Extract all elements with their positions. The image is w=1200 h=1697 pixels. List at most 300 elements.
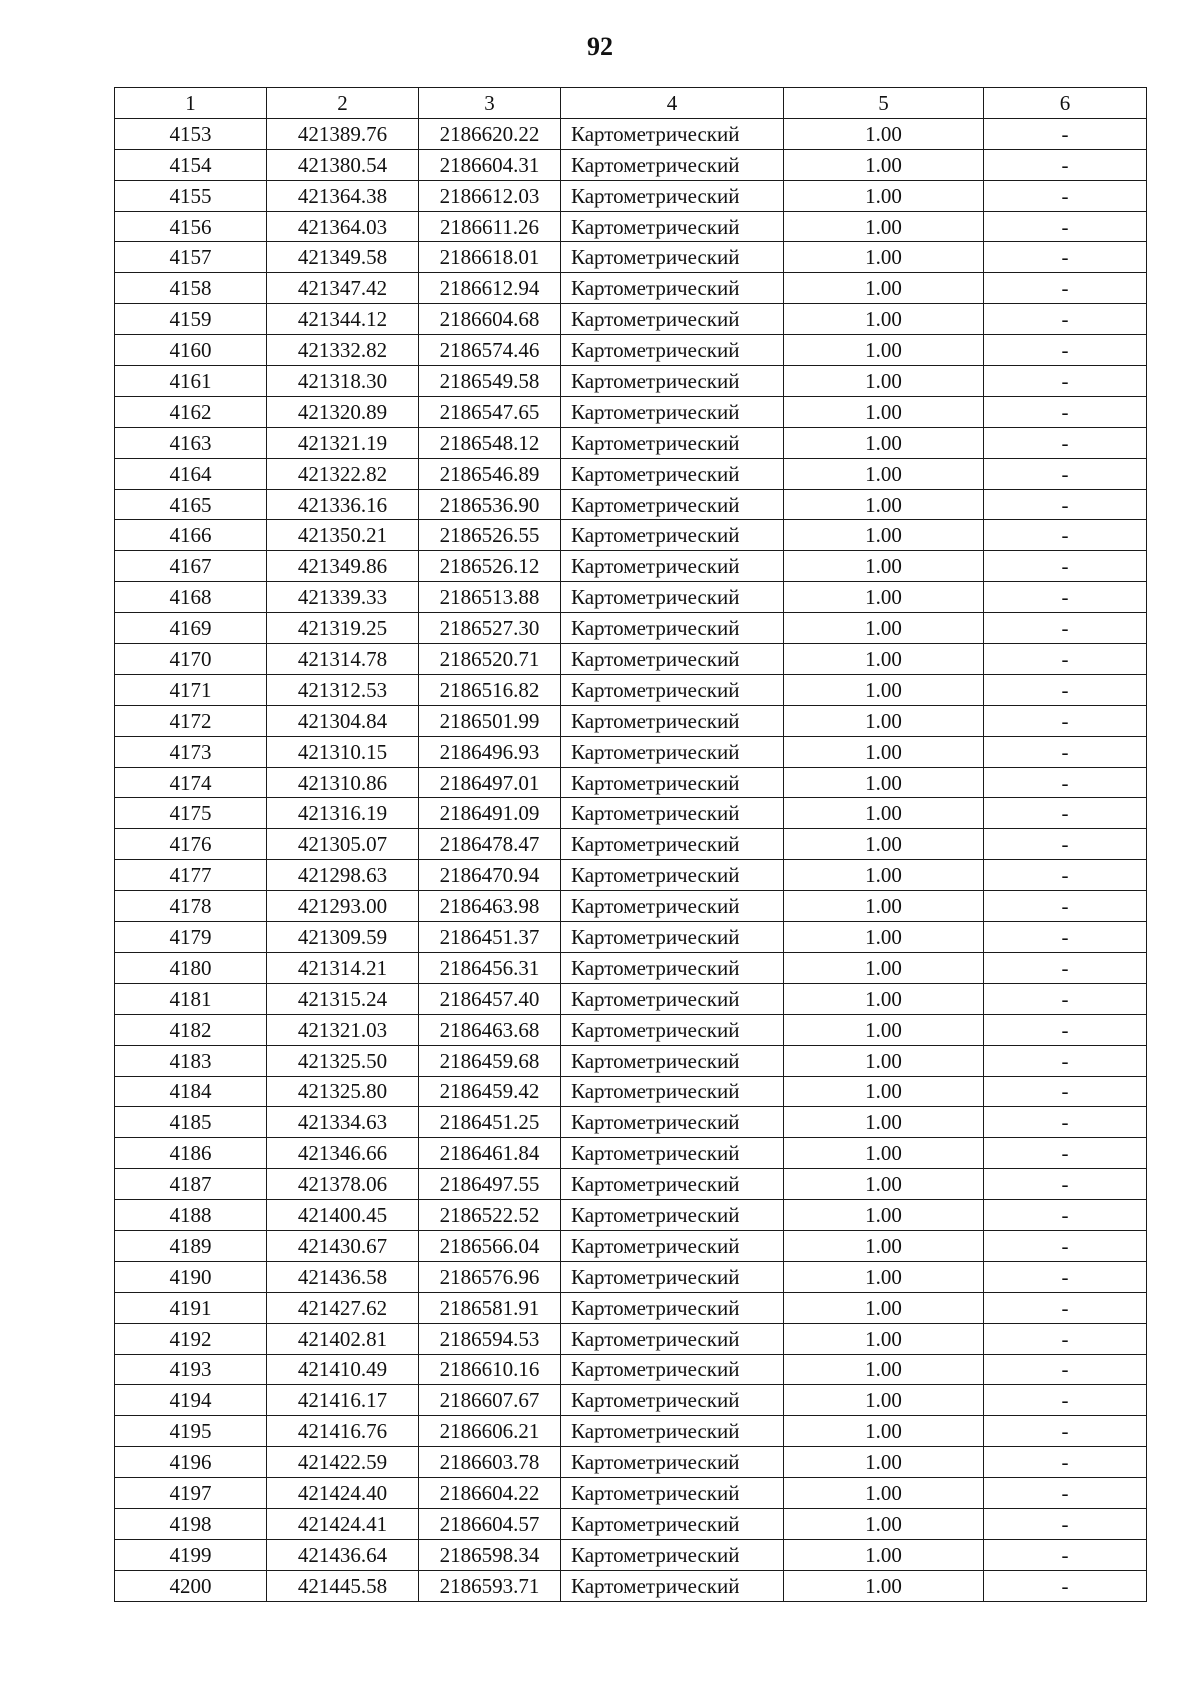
table-cell: 1.00 xyxy=(784,922,984,953)
table-cell: 421346.66 xyxy=(267,1138,419,1169)
table-cell: - xyxy=(984,366,1147,397)
table-cell: - xyxy=(984,582,1147,613)
table-row xyxy=(115,952,1147,983)
table-cell: 2186478.47 xyxy=(419,829,561,860)
table-row xyxy=(115,1539,1147,1570)
table-cell: 421430.67 xyxy=(267,1230,419,1261)
table-cell: 421325.80 xyxy=(267,1076,419,1107)
table-cell: 421309.59 xyxy=(267,922,419,953)
table-cell: 421344.12 xyxy=(267,304,419,335)
table-cell: 4196 xyxy=(115,1447,267,1478)
table-cell: 421347.42 xyxy=(267,273,419,304)
table-cell: 2186618.01 xyxy=(419,242,561,273)
table-cell: 421321.03 xyxy=(267,1014,419,1045)
table-cell: 421349.86 xyxy=(267,551,419,582)
table-row xyxy=(115,458,1147,489)
table-cell: - xyxy=(984,335,1147,366)
table-cell: 4192 xyxy=(115,1323,267,1354)
table-cell: 2186604.68 xyxy=(419,304,561,335)
table-cell: 1.00 xyxy=(784,1508,984,1539)
table-cell: 421427.62 xyxy=(267,1292,419,1323)
table-cell: - xyxy=(984,1508,1147,1539)
table-cell: 4180 xyxy=(115,952,267,983)
table-cell: 2186527.30 xyxy=(419,613,561,644)
table-cell: Картометрический xyxy=(561,335,784,366)
table-cell: 1.00 xyxy=(784,1385,984,1416)
table-cell: 4182 xyxy=(115,1014,267,1045)
table-cell: 2186461.84 xyxy=(419,1138,561,1169)
table-row xyxy=(115,396,1147,427)
table-cell: Картометрический xyxy=(561,1230,784,1261)
table-cell: Картометрический xyxy=(561,1385,784,1416)
table-cell: 1.00 xyxy=(784,582,984,613)
table-cell: 2186581.91 xyxy=(419,1292,561,1323)
table-row xyxy=(115,520,1147,551)
table-cell: - xyxy=(984,1076,1147,1107)
table-cell: - xyxy=(984,829,1147,860)
table-cell: 421293.00 xyxy=(267,891,419,922)
table-cell: - xyxy=(984,427,1147,458)
table-cell: Картометрический xyxy=(561,829,784,860)
table-cell: 4165 xyxy=(115,489,267,520)
table-row xyxy=(115,1014,1147,1045)
table-row xyxy=(115,644,1147,675)
table-cell: 2186526.12 xyxy=(419,551,561,582)
table-row xyxy=(115,242,1147,273)
table-cell: - xyxy=(984,1478,1147,1509)
table-row xyxy=(115,1570,1147,1601)
table-cell: 1.00 xyxy=(784,304,984,335)
table-cell: - xyxy=(984,520,1147,551)
table-cell: - xyxy=(984,180,1147,211)
table-cell: - xyxy=(984,211,1147,242)
table-cell: 421410.49 xyxy=(267,1354,419,1385)
table-cell: Картометрический xyxy=(561,922,784,953)
table-cell: 1.00 xyxy=(784,952,984,983)
table-cell: 1.00 xyxy=(784,1570,984,1601)
table-cell: 4156 xyxy=(115,211,267,242)
table-row xyxy=(115,118,1147,149)
table-cell: 2186516.82 xyxy=(419,674,561,705)
table-cell: 2186604.22 xyxy=(419,1478,561,1509)
table-cell: Картометрический xyxy=(561,582,784,613)
table-cell: Картометрический xyxy=(561,1354,784,1385)
table-cell: 421436.58 xyxy=(267,1261,419,1292)
table-cell: 4181 xyxy=(115,983,267,1014)
table-cell: 2186548.12 xyxy=(419,427,561,458)
table-cell: Картометрический xyxy=(561,427,784,458)
table-cell: 1.00 xyxy=(784,1230,984,1261)
table-cell: 421364.03 xyxy=(267,211,419,242)
table-cell: 1.00 xyxy=(784,180,984,211)
table-cell: 1.00 xyxy=(784,211,984,242)
table-cell: 4198 xyxy=(115,1508,267,1539)
table-cell: 1.00 xyxy=(784,335,984,366)
table-cell: - xyxy=(984,1014,1147,1045)
table-cell: 421378.06 xyxy=(267,1169,419,1200)
table-cell: 421304.84 xyxy=(267,705,419,736)
table-cell: 2186566.04 xyxy=(419,1230,561,1261)
table-cell: 4171 xyxy=(115,674,267,705)
table-row xyxy=(115,1323,1147,1354)
table-cell: 4185 xyxy=(115,1107,267,1138)
table-row xyxy=(115,180,1147,211)
table-cell: 2186497.01 xyxy=(419,767,561,798)
table-cell: - xyxy=(984,674,1147,705)
table-cell: 1.00 xyxy=(784,1447,984,1478)
table-row xyxy=(115,1076,1147,1107)
table-cell: Картометрический xyxy=(561,705,784,736)
table-cell: 2186611.26 xyxy=(419,211,561,242)
table-cell: Картометрический xyxy=(561,1076,784,1107)
table-cell: 2186451.25 xyxy=(419,1107,561,1138)
table-cell: 1.00 xyxy=(784,736,984,767)
table-cell: 421339.33 xyxy=(267,582,419,613)
table-cell: 421424.41 xyxy=(267,1508,419,1539)
table-cell: - xyxy=(984,922,1147,953)
table-cell: 421380.54 xyxy=(267,149,419,180)
table-cell: 1.00 xyxy=(784,798,984,829)
table-cell: 421318.30 xyxy=(267,366,419,397)
table-cell: 4173 xyxy=(115,736,267,767)
table-cell: 4188 xyxy=(115,1200,267,1231)
table-cell: 4155 xyxy=(115,180,267,211)
table-cell: 2186459.42 xyxy=(419,1076,561,1107)
table-cell: 1.00 xyxy=(784,767,984,798)
table-row xyxy=(115,1045,1147,1076)
column-header: 1 xyxy=(115,88,267,119)
table-cell: - xyxy=(984,1261,1147,1292)
table-row xyxy=(115,922,1147,953)
table-cell: 4179 xyxy=(115,922,267,953)
table-cell: 4166 xyxy=(115,520,267,551)
table-cell: 1.00 xyxy=(784,1478,984,1509)
table-cell: 1.00 xyxy=(784,705,984,736)
table-cell: 421349.58 xyxy=(267,242,419,273)
table-cell: 1.00 xyxy=(784,1416,984,1447)
table-cell: 2186491.09 xyxy=(419,798,561,829)
table-cell: - xyxy=(984,149,1147,180)
table-cell: - xyxy=(984,118,1147,149)
table-cell: 1.00 xyxy=(784,242,984,273)
table-row xyxy=(115,1261,1147,1292)
table-cell: - xyxy=(984,1385,1147,1416)
table-cell: 2186576.96 xyxy=(419,1261,561,1292)
table-cell: 421315.24 xyxy=(267,983,419,1014)
table-cell: 1.00 xyxy=(784,1323,984,1354)
coordinates-table xyxy=(114,87,1147,1602)
column-header: 5 xyxy=(784,88,984,119)
table-cell: 1.00 xyxy=(784,551,984,582)
table-cell: Картометрический xyxy=(561,149,784,180)
table-cell: 4194 xyxy=(115,1385,267,1416)
table-cell: - xyxy=(984,1354,1147,1385)
table-cell: 2186451.37 xyxy=(419,922,561,953)
table-cell: 1.00 xyxy=(784,644,984,675)
table-cell: 421305.07 xyxy=(267,829,419,860)
table-cell: 1.00 xyxy=(784,273,984,304)
table-cell: 2186456.31 xyxy=(419,952,561,983)
table-cell: 1.00 xyxy=(784,1539,984,1570)
table-cell: 1.00 xyxy=(784,829,984,860)
table-cell: 1.00 xyxy=(784,1107,984,1138)
table-cell: - xyxy=(984,705,1147,736)
table-cell: 4187 xyxy=(115,1169,267,1200)
table-cell: 421319.25 xyxy=(267,613,419,644)
table-cell: 1.00 xyxy=(784,674,984,705)
table-row xyxy=(115,736,1147,767)
table-cell: 421389.76 xyxy=(267,118,419,149)
table-cell: Картометрический xyxy=(561,489,784,520)
table-cell: - xyxy=(984,1292,1147,1323)
table-cell: - xyxy=(984,1230,1147,1261)
table-row xyxy=(115,273,1147,304)
table-cell: Картометрический xyxy=(561,1508,784,1539)
table-cell: 1.00 xyxy=(784,1076,984,1107)
table-row xyxy=(115,427,1147,458)
table-cell: 1.00 xyxy=(784,1200,984,1231)
table-cell: - xyxy=(984,952,1147,983)
table-cell: 2186607.67 xyxy=(419,1385,561,1416)
table-cell: Картометрический xyxy=(561,396,784,427)
table-cell: Картометрический xyxy=(561,1478,784,1509)
table-cell: 4154 xyxy=(115,149,267,180)
table-cell: 1.00 xyxy=(784,1169,984,1200)
table-cell: Картометрический xyxy=(561,613,784,644)
table-cell: 2186536.90 xyxy=(419,489,561,520)
table-cell: 421400.45 xyxy=(267,1200,419,1231)
table-cell: 421310.86 xyxy=(267,767,419,798)
table-cell: 421436.64 xyxy=(267,1539,419,1570)
table-cell: 421416.76 xyxy=(267,1416,419,1447)
table-cell: 4157 xyxy=(115,242,267,273)
table-cell: 1.00 xyxy=(784,396,984,427)
table-row xyxy=(115,1169,1147,1200)
table-row xyxy=(115,551,1147,582)
table-cell: 4175 xyxy=(115,798,267,829)
table-cell: 4183 xyxy=(115,1045,267,1076)
table-cell: 1.00 xyxy=(784,520,984,551)
table-cell: 4170 xyxy=(115,644,267,675)
table-cell: Картометрический xyxy=(561,736,784,767)
column-header: 2 xyxy=(267,88,419,119)
table-cell: 2186457.40 xyxy=(419,983,561,1014)
table-cell: 421314.78 xyxy=(267,644,419,675)
table-cell: 4160 xyxy=(115,335,267,366)
table-cell: 421322.82 xyxy=(267,458,419,489)
table-cell: 4167 xyxy=(115,551,267,582)
table-cell: 2186612.03 xyxy=(419,180,561,211)
table-cell: 2186520.71 xyxy=(419,644,561,675)
table-row xyxy=(115,1478,1147,1509)
table-cell: 4162 xyxy=(115,396,267,427)
table-cell: - xyxy=(984,1169,1147,1200)
table-cell: 4163 xyxy=(115,427,267,458)
table-cell: 4176 xyxy=(115,829,267,860)
table-cell: 1.00 xyxy=(784,983,984,1014)
table-cell: 4153 xyxy=(115,118,267,149)
table-row xyxy=(115,149,1147,180)
table-cell: 421320.89 xyxy=(267,396,419,427)
table-cell: - xyxy=(984,1416,1147,1447)
table-cell: 1.00 xyxy=(784,458,984,489)
table-cell: Картометрический xyxy=(561,1107,784,1138)
table-cell: Картометрический xyxy=(561,118,784,149)
table-cell: Картометрический xyxy=(561,674,784,705)
table-cell: 421402.81 xyxy=(267,1323,419,1354)
table-cell: 2186463.98 xyxy=(419,891,561,922)
table-cell: Картометрический xyxy=(561,767,784,798)
table-cell: Картометрический xyxy=(561,273,784,304)
table-cell: 4197 xyxy=(115,1478,267,1509)
table-cell: - xyxy=(984,860,1147,891)
table-cell: Картометрический xyxy=(561,1200,784,1231)
table-cell: 4191 xyxy=(115,1292,267,1323)
table-cell: - xyxy=(984,767,1147,798)
table-row xyxy=(115,1200,1147,1231)
table-cell: 1.00 xyxy=(784,1138,984,1169)
table-cell: - xyxy=(984,983,1147,1014)
table-cell: - xyxy=(984,304,1147,335)
table-cell: 1.00 xyxy=(784,1354,984,1385)
table-row xyxy=(115,489,1147,520)
table-cell: 1.00 xyxy=(784,118,984,149)
table-row xyxy=(115,582,1147,613)
table-cell: 421312.53 xyxy=(267,674,419,705)
table-cell: Картометрический xyxy=(561,520,784,551)
table-cell: Картометрический xyxy=(561,180,784,211)
table-cell: 2186547.65 xyxy=(419,396,561,427)
table-cell: 4184 xyxy=(115,1076,267,1107)
table-cell: - xyxy=(984,489,1147,520)
table-cell: 1.00 xyxy=(784,613,984,644)
table-cell: 1.00 xyxy=(784,891,984,922)
table-cell: Картометрический xyxy=(561,644,784,675)
table-cell: Картометрический xyxy=(561,458,784,489)
table-cell: 2186526.55 xyxy=(419,520,561,551)
column-header: 4 xyxy=(561,88,784,119)
table-cell: 421321.19 xyxy=(267,427,419,458)
table-row xyxy=(115,1230,1147,1261)
table-cell: - xyxy=(984,1539,1147,1570)
table-cell: 421422.59 xyxy=(267,1447,419,1478)
table-cell: Картометрический xyxy=(561,1014,784,1045)
table-cell: 2186598.34 xyxy=(419,1539,561,1570)
table-cell: 2186549.58 xyxy=(419,366,561,397)
table-cell: 4189 xyxy=(115,1230,267,1261)
table-cell: Картометрический xyxy=(561,211,784,242)
table-cell: 1.00 xyxy=(784,1292,984,1323)
table-row xyxy=(115,304,1147,335)
table-cell: 2186513.88 xyxy=(419,582,561,613)
table-row xyxy=(115,829,1147,860)
table-cell: 1.00 xyxy=(784,489,984,520)
table-cell: 4158 xyxy=(115,273,267,304)
table-row xyxy=(115,1508,1147,1539)
table-cell: Картометрический xyxy=(561,891,784,922)
table-cell: 4159 xyxy=(115,304,267,335)
table-cell: 4195 xyxy=(115,1416,267,1447)
table-cell: 421364.38 xyxy=(267,180,419,211)
table-cell: Картометрический xyxy=(561,983,784,1014)
table-cell: 421310.15 xyxy=(267,736,419,767)
table-cell: 1.00 xyxy=(784,427,984,458)
table-cell: 4172 xyxy=(115,705,267,736)
table-cell: 2186463.68 xyxy=(419,1014,561,1045)
page-number: 92 xyxy=(587,32,613,61)
table-cell: 2186594.53 xyxy=(419,1323,561,1354)
table-cell: 4199 xyxy=(115,1539,267,1570)
table-cell: 1.00 xyxy=(784,860,984,891)
table-row xyxy=(115,1354,1147,1385)
table-cell: Картометрический xyxy=(561,242,784,273)
table-cell: 2186470.94 xyxy=(419,860,561,891)
table-cell: 4161 xyxy=(115,366,267,397)
table-cell: Картометрический xyxy=(561,1138,784,1169)
table-cell: 4177 xyxy=(115,860,267,891)
table-row xyxy=(115,366,1147,397)
table-row xyxy=(115,1416,1147,1447)
table-row xyxy=(115,1138,1147,1169)
table-cell: 2186610.16 xyxy=(419,1354,561,1385)
table-cell: Картометрический xyxy=(561,366,784,397)
table-cell: 421332.82 xyxy=(267,335,419,366)
table-cell: 2186604.57 xyxy=(419,1508,561,1539)
table-cell: - xyxy=(984,613,1147,644)
table-cell: 2186604.31 xyxy=(419,149,561,180)
table-cell: Картометрический xyxy=(561,1292,784,1323)
table-cell: 4200 xyxy=(115,1570,267,1601)
table-cell: Картометрический xyxy=(561,1169,784,1200)
table-body xyxy=(115,118,1147,1601)
table-cell: 2186496.93 xyxy=(419,736,561,767)
table-row xyxy=(115,983,1147,1014)
table-cell: 2186522.52 xyxy=(419,1200,561,1231)
table-cell: 421336.16 xyxy=(267,489,419,520)
table-cell: Картометрический xyxy=(561,1447,784,1478)
table-cell: - xyxy=(984,798,1147,829)
table-cell: 421350.21 xyxy=(267,520,419,551)
table-cell: 421416.17 xyxy=(267,1385,419,1416)
column-header: 3 xyxy=(419,88,561,119)
table-row xyxy=(115,1107,1147,1138)
table-cell: - xyxy=(984,1107,1147,1138)
table-cell: - xyxy=(984,1138,1147,1169)
table-cell: 1.00 xyxy=(784,1014,984,1045)
table-cell: 1.00 xyxy=(784,1045,984,1076)
table-cell: 421314.21 xyxy=(267,952,419,983)
table-cell: 2186497.55 xyxy=(419,1169,561,1200)
table-cell: - xyxy=(984,396,1147,427)
table-row xyxy=(115,891,1147,922)
table-cell: 421298.63 xyxy=(267,860,419,891)
table-cell: Картометрический xyxy=(561,952,784,983)
table-cell: - xyxy=(984,1447,1147,1478)
table-row xyxy=(115,211,1147,242)
table-cell: Картометрический xyxy=(561,1539,784,1570)
table-cell: Картометрический xyxy=(561,798,784,829)
table-cell: 2186612.94 xyxy=(419,273,561,304)
table-cell: - xyxy=(984,551,1147,582)
table-row xyxy=(115,705,1147,736)
table-cell: 4178 xyxy=(115,891,267,922)
table-cell: 4164 xyxy=(115,458,267,489)
table-row xyxy=(115,335,1147,366)
table-cell: 421334.63 xyxy=(267,1107,419,1138)
table-cell: 2186501.99 xyxy=(419,705,561,736)
table-cell: Картометрический xyxy=(561,1261,784,1292)
table-row xyxy=(115,860,1147,891)
